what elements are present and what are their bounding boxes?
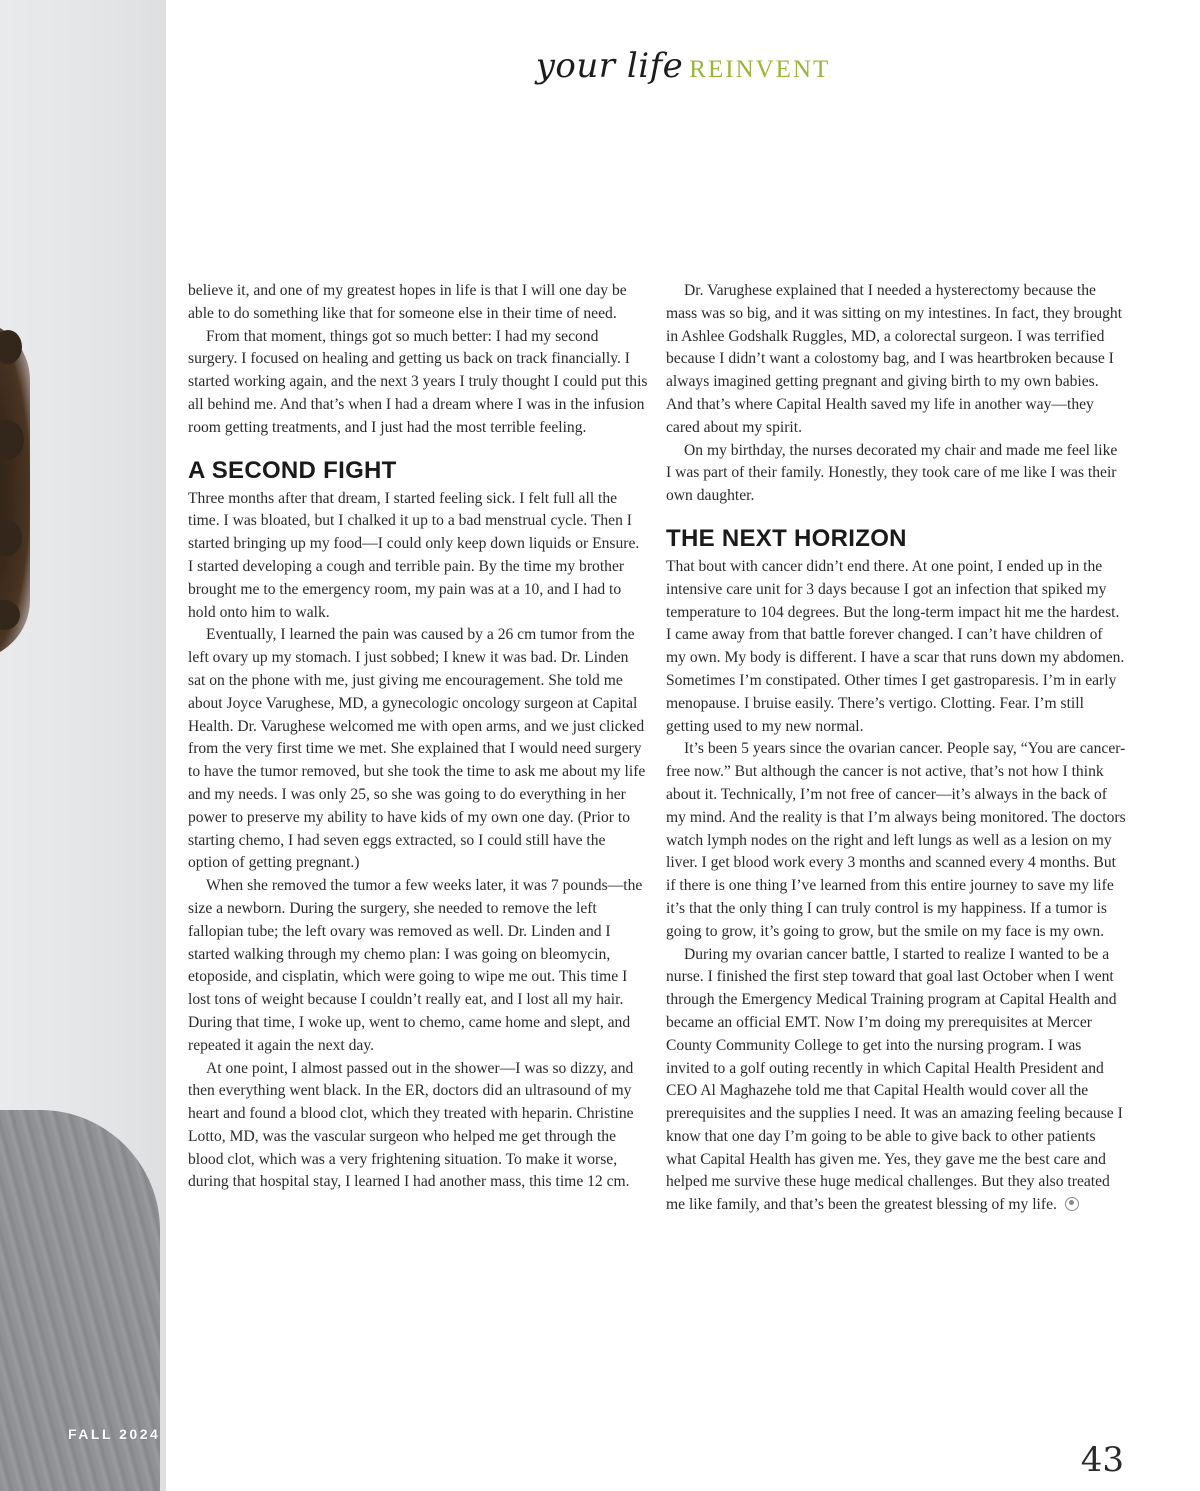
end-of-article-icon (1065, 1197, 1079, 1211)
article-column-right (666, 280, 1126, 1217)
subheading: A SECOND FIGHT (188, 456, 397, 484)
paragraph-text: During my ovarian cancer battle, I started to realize I wanted to be a nurse. I finished the first step toward that goal last October when I went through the Emergency Medical Training program at Capital Health and became an official EMT. Now I’m doing my prerequisites at Mercer County Community College to get into the nursing program. I was invited to a golf outing recently in which Capital Health President and CEO Al Maghazehe told me that Capital Health would cover all the prerequisites and the supplies I need. It was an amazing feeling because I know that one day I’m going to be able to give back to other patients what Capital Health has given me. Yes, they gave me the best care and helped me survive these huge medical challenges. But they also treated me like family, and that’s been the greatest blessing of my life. (666, 945, 1123, 1214)
page-number: 43 (1080, 1440, 1124, 1480)
paragraph: On my birthday, the nurses decorated my chair and made me feel like I was part of their family. Honestly, they took care of me like I was their own daughter. (666, 441, 1118, 505)
paragraph: When she removed the tumor a few weeks later, it was 7 pounds—the size a newborn. During the surgery, she needed to remove the left fallopian tube; the left ovary was removed as well. Dr. Linden and I started walking through my chemo plan: I was going on bleomycin, etoposide, and cisplatin, which were going to wipe me out. This time I lost tons of weight because I couldn’t really eat, and I lost all my hair. During that time, I woke up, went to chemo, came home and slept, and repeated it again the next day. (188, 877, 643, 1054)
paragraph: Three months after that dream, I started feeling sick. I felt full all the time. I was bloated, but I chalked it up to a bad menstrual cycle. Then I started bringing up my food—I could only keep down liquids or Ensure. I started developing a cough and terrible pain. By the time my brother brought me to the emergency room, my pain was at a 10, and I had to hold onto him to walk. (188, 489, 640, 621)
cover-photo-strip (0, 0, 166, 1491)
paragraph-final (666, 944, 1126, 1218)
section-title-script: your life (535, 46, 684, 86)
paragraph: It’s been 5 years since the ovarian cancer. People say, “You are cancer-free now.” But although the cancer is not active, that’s not how I think about it. Technically, I’m not free of cancer—it’s always in the back of my mind. And the reality is that I’m always being monitored. The doctors watch lymph nodes on the right and left lungs as well as a lesion on my liver. I get blood work every 3 months and scanned every 4 months. But if there is one thing I’ve learned from this entire journey to save my life it’s that the only thing I can truly control is my happiness. If a tumor is going to grow, it’s going to grow, but the smile on my face is my own. (666, 740, 1126, 940)
issue-season: FALL 2024 (68, 1426, 161, 1442)
article-column-left (188, 280, 648, 1194)
paragraph: believe it, and one of my greatest hopes in life is that I will one day be able to do something like that for someone else in their time of need. (188, 282, 627, 322)
paragraph: From that moment, things got so much better: I had my second surgery. I focused on healing and getting us back on track financially. I started working again, and the next 3 years I truly thought I could put this all behind me. And that’s when I had a dream where I was in the infusion room getting treatments, and I just had the most terrible feeling. (188, 327, 648, 436)
paragraph: That bout with cancer didn’t end there. At one point, I ended up in the intensive care unit for 3 days because I got an infection that spiked my temperature to 104 degrees. But the long-term impact hit me the hardest. I came away from that battle forever changed. I can’t have children of my own. My body is different. I have a scar that runs down my abdomen. Sometimes I’m constipated. Other times I get gastroparesis. I’m in early menopause. I bruise easily. There’s vertigo. Clotting. Fear. I’m still getting used to my new normal. (666, 557, 1125, 735)
subheading: THE NEXT HORIZON (666, 524, 907, 552)
paragraph: Eventually, I learned the pain was caused by a 26 cm tumor from the left ovary up my stomach. I just sobbed; I knew it was bad. Dr. Linden sat on the phone with me, just giving me encouragement. She told me about Joyce Varughese, MD, a gynecologic oncology surgeon at Capital Health. Dr. Varughese welcomed me with open arms, and we just clicked from the very first time we met. She explained that I would need surgery to have the tumor removed, but she took the time to ask me about my life and my needs. I was only 25, so she was going to do everything in her power to preserve my ability to have kids of my own one day. (Prior to starting chemo, I had seven eggs extracted, so I could still have the option of getting pregnant.) (188, 626, 646, 872)
paragraph: At one point, I almost passed out in the shower—I was so dizzy, and then everything went black. In the ER, doctors did an ultrasound of my heart and found a blood clot, which they treated with heparin. Christine Lotto, MD, was the vascular surgeon who helped me get through the blood clot, which was a very frightening situation. To make it worse, during that hospital stay, I learned I had another mass, this time 12 cm. (188, 1059, 634, 1191)
section-label: REINVENT (689, 56, 831, 83)
section-header (0, 46, 1200, 86)
paragraph: Dr. Varughese explained that I needed a hysterectomy because the mass was so big, and it was sitting on my intestines. In fact, they brought in Ashlee Godshalk Ruggles, MD, a colorectal surgeon. I was terrified because I didn’t want a colostomy bag, and I was heartbroken because I always imagined getting pregnant and giving birth to my own babies. And that’s where Capital Health saved my life in another way—they cared about my spirit. (666, 282, 1123, 436)
